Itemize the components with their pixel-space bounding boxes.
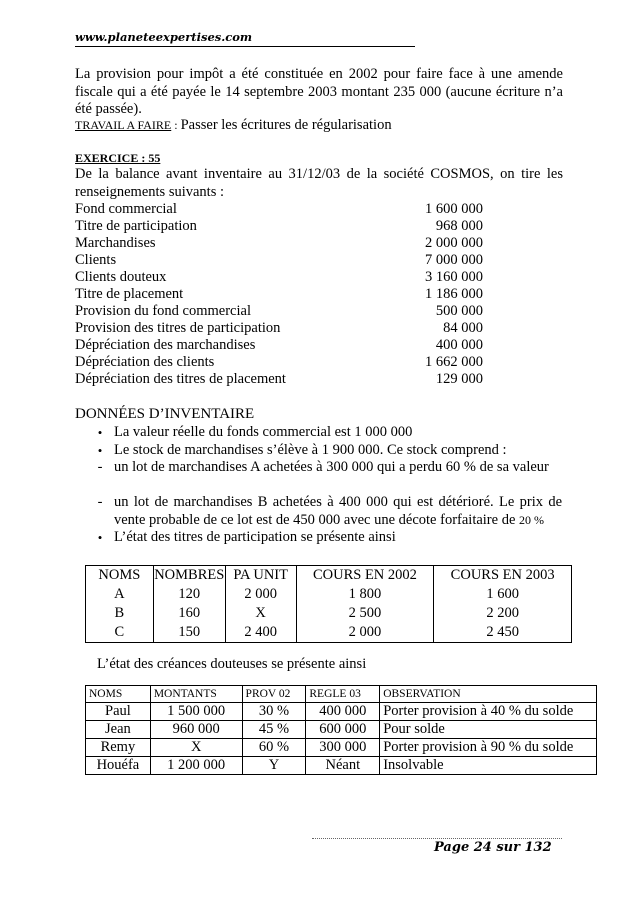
table-row xyxy=(86,604,572,623)
table-cell: 400 000 xyxy=(306,703,380,721)
account-value: 1 186 000 xyxy=(425,286,483,302)
table-cell: Porter provision à 40 % du solde xyxy=(380,703,597,721)
account-value: 1 600 000 xyxy=(425,201,483,217)
account-row xyxy=(75,303,483,320)
account-value: 84 000 xyxy=(443,320,483,336)
table-row xyxy=(86,623,572,643)
table-header-cell: MONTANTS xyxy=(150,686,242,703)
task-text: Passer les écritures de régularisation xyxy=(180,117,392,133)
receivables-intro: L’état des créances douteuses se présente ainsi xyxy=(97,656,367,672)
table-cell: C xyxy=(86,623,154,643)
securities-table xyxy=(85,565,572,643)
account-label: Clients xyxy=(75,252,117,268)
table-row xyxy=(86,757,597,775)
table-cell: Remy xyxy=(86,739,151,757)
table-cell: 30 % xyxy=(242,703,306,721)
dash-icon: - xyxy=(97,459,103,475)
account-value: 129 000 xyxy=(435,371,483,387)
account-row xyxy=(75,286,483,303)
account-row xyxy=(75,201,483,218)
table-cell: 2 500 xyxy=(296,604,434,623)
bullet-icon: • xyxy=(97,530,103,545)
table-cell: 2 000 xyxy=(225,585,296,604)
table-row xyxy=(86,721,597,739)
inventory-title: DONNÉES D’INVENTAIRE xyxy=(75,406,255,422)
table-cell: 60 % xyxy=(242,739,306,757)
table-cell: 1 500 000 xyxy=(150,703,242,721)
table-cell: Pour solde xyxy=(380,721,597,739)
table-cell: 160 xyxy=(153,604,225,623)
account-value: 3 160 000 xyxy=(425,269,483,285)
table-cell: 120 xyxy=(153,585,225,604)
table-cell: Y xyxy=(242,757,306,775)
account-row xyxy=(75,354,483,371)
task-separator: : xyxy=(171,118,181,132)
table-header-cell: NOMS xyxy=(86,686,151,703)
table-cell: Houéfa xyxy=(86,757,151,775)
account-label: Dépréciation des clients xyxy=(75,354,215,370)
footer-divider xyxy=(312,838,562,839)
account-label: Fond commercial xyxy=(75,201,177,217)
table-header-cell: NOMS xyxy=(86,566,154,586)
discount-rate: 20 % xyxy=(519,512,545,527)
inventory-item-text: un lot de marchandises A achetées à 300 000 qui a perdu 60 % de sa valeur xyxy=(114,459,549,475)
exercise-title: EXERCICE : 55 xyxy=(75,151,161,165)
inventory-item xyxy=(94,459,564,495)
task-label: TRAVAIL A FAIRE xyxy=(75,118,172,132)
dash-icon: - xyxy=(97,494,103,510)
account-label: Titre de participation xyxy=(75,218,197,234)
table-header-row xyxy=(86,566,572,586)
account-row xyxy=(75,218,483,235)
table-row xyxy=(86,739,597,757)
intro-paragraph: La provision pour impôt a été constituée en 2002 pour faire face à une amende fiscale qui a été payée le 14 septembre 2003 montant 235 000 (aucune écriture n’a été passée). xyxy=(75,66,563,117)
account-row xyxy=(75,252,483,269)
account-label: Clients douteux xyxy=(75,269,167,285)
table-header-cell: COURS EN 2003 xyxy=(434,566,572,586)
table-cell: A xyxy=(86,585,154,604)
table-cell: Jean xyxy=(86,721,151,739)
table-cell: 150 xyxy=(153,623,225,643)
account-row xyxy=(75,337,483,354)
table-header-cell: PROV 02 xyxy=(242,686,306,703)
account-value: 1 662 000 xyxy=(425,354,483,370)
table-cell: Néant xyxy=(306,757,380,775)
account-label: Dépréciation des titres de placement xyxy=(75,371,286,387)
inventory-item-text: L’état des titres de participation se présente ainsi xyxy=(114,529,396,545)
table-cell: 2 000 xyxy=(296,623,434,643)
account-value: 968 000 xyxy=(435,218,483,234)
table-row xyxy=(86,703,597,721)
inventory-item-text: Le stock de marchandises s’élève à 1 900 000. Ce stock comprend : xyxy=(114,442,507,458)
table-cell: 300 000 xyxy=(306,739,380,757)
table-cell: 1 600 xyxy=(434,585,572,604)
table-cell: 2 400 xyxy=(225,623,296,643)
table-header-cell: PA UNIT xyxy=(225,566,296,586)
header-url: www.planeteexpertises.com xyxy=(75,30,415,47)
account-label: Dépréciation des marchandises xyxy=(75,337,256,353)
table-cell: 600 000 xyxy=(306,721,380,739)
account-value: 500 000 xyxy=(435,303,483,319)
inventory-item-text: La valeur réelle du fonds commercial est 1 000 000 xyxy=(114,424,413,440)
account-row xyxy=(75,269,483,286)
account-row xyxy=(75,320,483,337)
table-cell: 960 000 xyxy=(150,721,242,739)
account-value: 7 000 000 xyxy=(425,252,483,268)
table-cell: 1 800 xyxy=(296,585,434,604)
account-label: Provision des titres de participation xyxy=(75,320,281,336)
table-cell: 45 % xyxy=(242,721,306,739)
table-cell: X xyxy=(225,604,296,623)
table-header-cell: OBSERVATION xyxy=(380,686,597,703)
inventory-item-text: un lot de marchandises B achetées à 400 000 qui est détérioré. Le prix de vente probable de ce lot est de 450 000 avec une décote forfaitaire de 20 % xyxy=(114,494,562,528)
account-value: 2 000 000 xyxy=(425,235,483,251)
exercise-statement: De la balance avant inventaire au 31/12/03 de la société COSMOS, on tire les renseignements suivants : xyxy=(75,166,563,200)
table-cell: 2 450 xyxy=(434,623,572,643)
table-cell: X xyxy=(150,739,242,757)
task-line xyxy=(75,117,563,135)
account-label: Titre de placement xyxy=(75,286,184,302)
table-cell: 2 200 xyxy=(434,604,572,623)
account-label: Marchandises xyxy=(75,235,156,251)
account-label: Provision du fond commercial xyxy=(75,303,251,319)
page-number: Page 24 sur 132 xyxy=(434,840,552,855)
bullet-icon: • xyxy=(97,425,103,440)
account-value: 400 000 xyxy=(435,337,483,353)
account-row xyxy=(75,235,483,252)
table-header-cell: NOMBRES xyxy=(154,567,225,583)
table-header-row xyxy=(86,686,597,703)
table-cell: B xyxy=(86,604,154,623)
table-row xyxy=(86,585,572,604)
table-cell: 1 200 000 xyxy=(150,757,242,775)
table-cell: Paul xyxy=(86,703,151,721)
table-header-cell: REGLE 03 xyxy=(306,686,380,703)
table-header-cell: COURS EN 2002 xyxy=(296,566,434,586)
inventory-item xyxy=(94,494,564,530)
bullet-icon: • xyxy=(97,443,103,458)
receivables-table xyxy=(85,685,597,775)
account-row xyxy=(75,371,483,388)
table-cell: Porter provision à 90 % du solde xyxy=(380,739,597,757)
table-cell: Insolvable xyxy=(380,757,597,775)
